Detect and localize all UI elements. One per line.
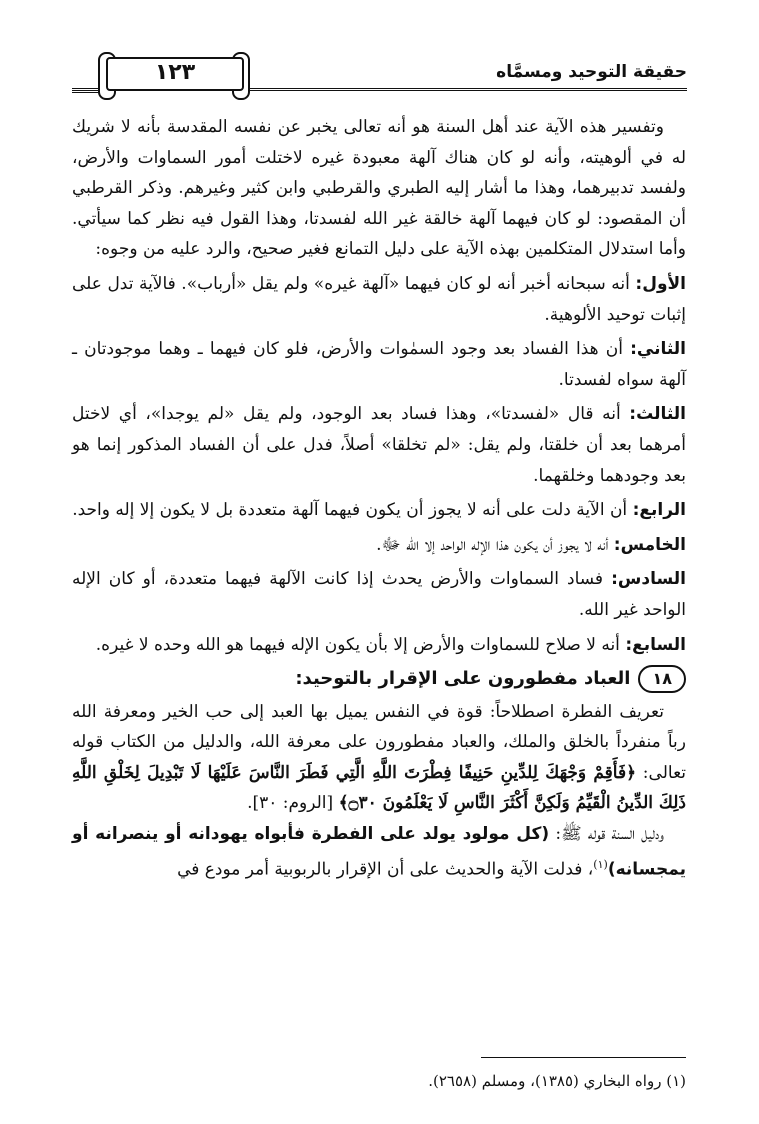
point-text: أن الآية دلت على أنه لا يجوز أن يكون فيهما آلهة متعددة بل لا يكون إلا إله واحد. bbox=[72, 500, 633, 521]
point-text: فساد السماوات والأرض يحدث إذا كانت الآلهة فيهما متعددة، أو كان الإله الواحد غير الله. bbox=[72, 569, 686, 620]
point-7 bbox=[72, 630, 686, 661]
hadith-text: (كل مولود يولد على الفطرة فأبواه يهودانه أو ينصرانه أو يمجسانه) bbox=[72, 824, 686, 880]
footnote-separator bbox=[481, 1057, 686, 1058]
intro-paragraph: وتفسير هذه الآية عند أهل السنة هو أنه تعالى يخبر عن نفسه المقدسة بأنه لا شريك له في ألوهيته، وأنه لو كان هناك آلهة معبودة غيره لاختلت أمور السماوات والأرض، ولفسد تدبيرهما، وهذا ما أشار إليه الطبري والقرطبي وابن كثير وغيرهم. وذكر القرطبي أن المقصود: لو كان فيهما آلهة خالقة غير الله لفسدتا، وهذا القول فيه نظر كما سيأتي. وأما استدلال المتكلمين بهذه الآية على دليل التمانع فغير صحيح، والرد عليه من وجوه: bbox=[72, 117, 686, 260]
section-title: العباد مفطورون على الإقرار بالتوحيد: bbox=[295, 668, 631, 690]
point-5 bbox=[72, 530, 686, 561]
point-text: أنه سبحانه أخبر أنه لو كان فيهما «آلهة غيره» ولم يقل «أرباب». فالآية تدل على إثبات توحيد الألوهية. bbox=[72, 273, 686, 325]
footnote: (١) رواه البخاري (١٣٨٥)، ومسلم (٢٦٥٨). bbox=[428, 1072, 686, 1090]
page-body bbox=[72, 112, 686, 885]
point-label: السابع: bbox=[625, 634, 686, 655]
sunnah-conclusion: ، فدلت الآية والحديث على أن الإقرار بالربوبية أمر مودع في bbox=[177, 859, 594, 880]
point-label: الرابع: bbox=[632, 500, 686, 521]
point-label: الأول: bbox=[635, 273, 686, 294]
point-text: أنه لا صلاح للسماوات والأرض إلا بأن يكون الإله فيهما هو الله وحده لا غيره. bbox=[95, 634, 626, 655]
point-text: أن هذا الفساد بعد وجود السمٰوات والأرض، فلو كان فيهما ـ وهما موجودتان ـ آلهة سواه لفسدتا. bbox=[72, 339, 686, 390]
point-text: أنه قال «لفسدتا»، وهذا فساد بعد الوجود، ولم يقل «لم يوجدا»، أي لاختل أمرهما بعد أن خلقتا، ولم يقل: «لم تخلقا» أصلاً، فدل على أن الفساد المذكور إنما هو بعد وجودهما وخلقهما. bbox=[72, 404, 686, 486]
section-heading bbox=[72, 664, 686, 695]
fitra-paragraph bbox=[72, 697, 686, 819]
quran-verse: ﴿فَأَقِمْ وَجْهَكَ لِلدِّينِ حَنِيفًا فِطْرَتَ اللَّهِ الَّتِي فَطَرَ النَّاسَ عَلَيْهَا لَا تَبْدِيلَ لِخَلْقِ اللَّهِ ذَلِكَ الدِّينُ الْقَيِّمُ وَلَكِنَّ أَكْثَرَ النَّاسِ لَا يَعْلَمُونَ ۝٣٠﴾ bbox=[72, 762, 686, 814]
point-3 bbox=[72, 399, 686, 491]
page-header bbox=[72, 52, 687, 102]
quran-reference: [الروم: ٣٠]. bbox=[247, 793, 339, 814]
point-1 bbox=[72, 269, 686, 330]
point-label: الثالث: bbox=[629, 404, 686, 425]
point-text: أنه لا يجوز أن يكون هذا الإله الواحد إلا الله ﷻ. bbox=[376, 534, 614, 555]
point-label: السادس: bbox=[611, 569, 686, 590]
point-label: الثاني: bbox=[630, 339, 686, 360]
sunnah-paragraph bbox=[72, 819, 686, 885]
page-number: ١٢٣ bbox=[154, 60, 196, 85]
section-number-badge: ١٨ bbox=[638, 665, 686, 693]
point-6 bbox=[72, 564, 686, 625]
running-title: حقيقة التوحيد ومسمَّاه bbox=[496, 62, 687, 82]
page-number-frame bbox=[106, 57, 244, 91]
fitra-definition: تعريف الفطرة اصطلاحاً: قوة في النفس يميل بها العبد إلى حب الخير ومعرفة الله رباً منفرداً بالخلق والملك، والعباد مفطورون على معرفة الله، والدليل من الكتاب قوله تعالى: bbox=[72, 701, 686, 783]
point-label: الخامس: bbox=[613, 534, 686, 555]
footnote-marker[interactable]: (١) bbox=[593, 857, 608, 871]
point-4 bbox=[72, 495, 686, 526]
point-2 bbox=[72, 334, 686, 395]
sunnah-intro: ودليل السنة قوله ﷺ: bbox=[549, 824, 664, 845]
